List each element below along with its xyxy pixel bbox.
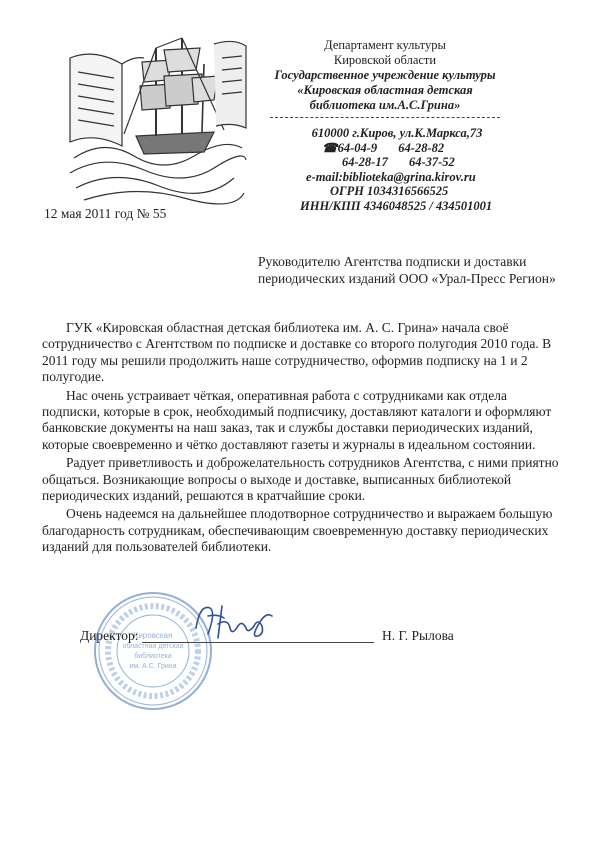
phone-icon: ☎: [322, 140, 338, 155]
inn-kpp-number: ИНН/КПП 4346048525 / 434501001: [300, 198, 493, 213]
paragraph: Нас очень устраивает чёткая, оперативная работа с сотрудниками как отдела подписки, которые в срок, необходимый подписчику, доставляют каталоги и оформляют банковские документы на наш заказ, так и службы доставки периодических изданий, которые своевременно и чётко доставляют газеты и журналы в идеальном состоянии.: [42, 387, 552, 452]
date-and-number: 12 мая 2011 год № 55: [44, 206, 167, 221]
stamp-text: Кировская: [133, 631, 173, 640]
paragraph: ГУК «Кировская областная детская библиотека им. А. С. Грина» начала своё сотрудничество с Агентством по подписке и доставке со второго полугодия 2010 года. В 2011 году мы решили продолжить наше сотрудничество, оформив подписку на 1 и 2 полугодие.: [42, 320, 552, 385]
letterhead: [270, 38, 500, 124]
handwritten-signature: [188, 598, 278, 644]
phone-number-2: 64-28-82: [398, 140, 445, 155]
phone-number-3: 64-28-17: [342, 155, 388, 170]
signatory-name: Н. Г. Рылова: [382, 628, 454, 643]
stamp-text: библиотека: [134, 653, 172, 660]
ogrn-number: ОГРН 1034316566525: [330, 184, 449, 199]
org-line-1: Государственное учреждение культуры: [274, 68, 496, 82]
phone-number-4: 64-37-52: [408, 155, 455, 170]
addressee: Руководителю Агентства подписки и доставки периодических изданий ООО «Урал-Пресс Регион»: [258, 254, 556, 286]
signature-block: [80, 626, 500, 650]
contact-block: [282, 126, 512, 214]
ship-logo: [64, 28, 248, 208]
phone-row-2: [282, 155, 512, 170]
org-line-3: библиотека им.А.С.Грина»: [309, 98, 461, 112]
email-address: e-mail:biblioteka@grina.kirov.ru: [306, 169, 476, 184]
stamp-text: им. А.С. Грина: [129, 663, 177, 670]
letterhead-divider: [270, 117, 500, 118]
phone-number-1: 64-04-9: [337, 140, 378, 155]
letter-body: [42, 320, 562, 558]
signatory-title: Директор:: [80, 628, 139, 643]
stamp-text: областная детская: [122, 643, 184, 650]
department-name: Департамент культуры: [324, 38, 446, 52]
org-line-2: «Кировская областная детская: [297, 83, 473, 97]
region-name: Кировской области: [333, 53, 437, 67]
postal-address: 610000 г.Киров, ул.К.Маркса,73: [311, 126, 483, 140]
paragraph: Радует приветливость и доброжелательность сотрудников Агентства, с ними приятно общаться. Возникающие вопросы о выходе и доставке, выписанных библиотекой периодических изданий, решаются в кратчайшие сроки.: [42, 455, 559, 504]
paragraph: Очень надеемся на дальнейшее плодотворное сотрудничество и выражаем большую благодарность сотрудникам, обеспечивающим своевременную доставку периодических изданий для пользователей библиотеки.: [42, 506, 553, 555]
phone-row-1: [282, 141, 512, 156]
